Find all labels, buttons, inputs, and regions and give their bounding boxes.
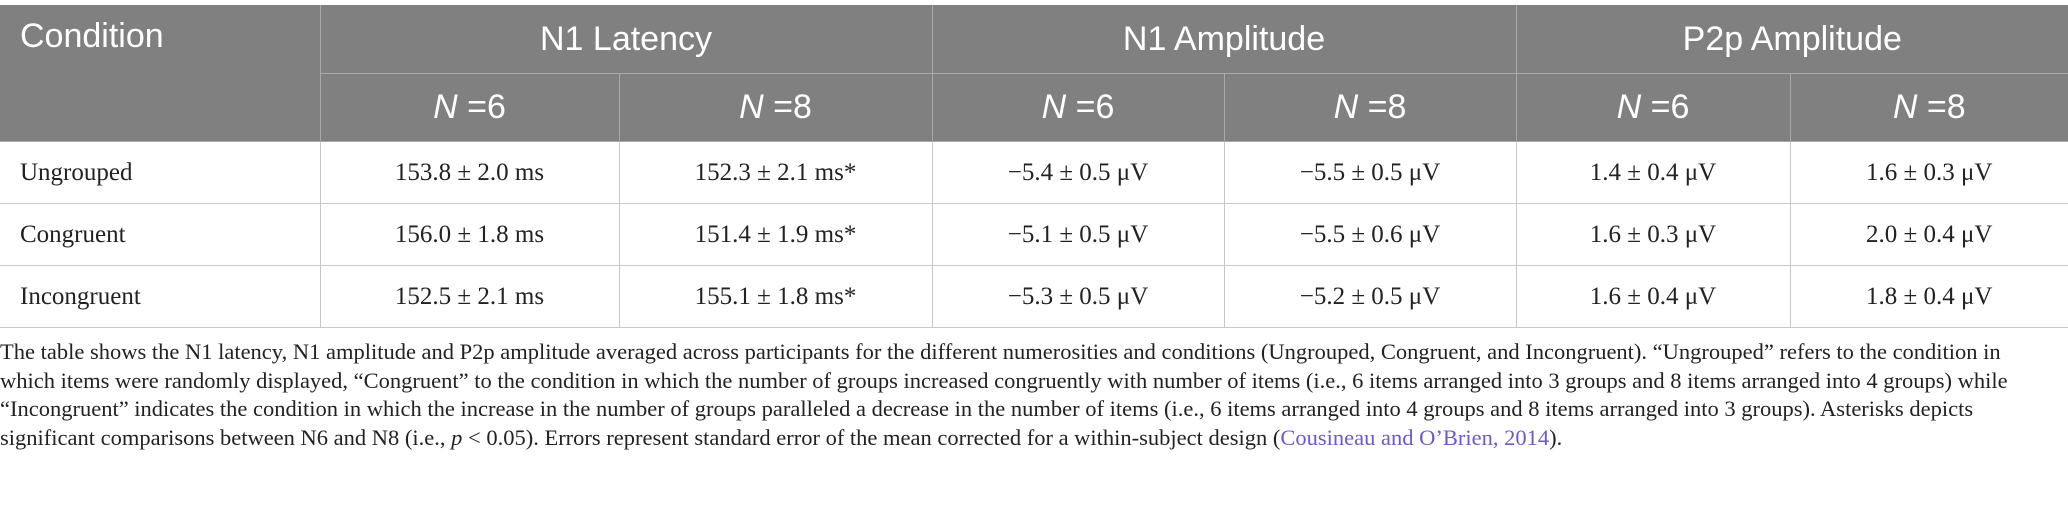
subheader-value: =6 <box>1641 88 1690 126</box>
table-cell: 1.6 ± 0.3 μV <box>1790 142 2068 204</box>
subheader-var: N <box>1041 88 1067 126</box>
row-condition-label: Congruent <box>0 204 320 266</box>
table-cell: 1.6 ± 0.3 μV <box>1516 204 1790 266</box>
results-table <box>0 5 2068 328</box>
table-cell: −5.2 ± 0.5 μV <box>1224 266 1516 328</box>
group-header-p2p-amplitude: P2p Amplitude <box>1516 5 2068 74</box>
caption-text: ). <box>1549 424 1563 450</box>
subheader-value: =6 <box>457 88 506 126</box>
table-cell: 153.8 ± 2.0 ms <box>320 142 619 204</box>
table-cell: −5.4 ± 0.5 μV <box>932 142 1224 204</box>
table-row <box>0 204 2068 266</box>
subheader-n-8 <box>619 74 932 142</box>
subheader-value: =6 <box>1066 88 1115 126</box>
table-cell: 156.0 ± 1.8 ms <box>320 204 619 266</box>
table-cell: −5.3 ± 0.5 μV <box>932 266 1224 328</box>
row-condition-label: Ungrouped <box>0 142 320 204</box>
subheader-value: =8 <box>763 88 812 126</box>
group-header-n1-amplitude: N1 Amplitude <box>932 5 1516 74</box>
table-cell: 1.8 ± 0.4 μV <box>1790 266 2068 328</box>
condition-column-header: Condition <box>0 5 320 142</box>
subheader-n-6 <box>1516 74 1790 142</box>
table-cell: −5.5 ± 0.5 μV <box>1224 142 1516 204</box>
subheader-n-8 <box>1790 74 2068 142</box>
table-cell: −5.5 ± 0.6 μV <box>1224 204 1516 266</box>
subheader-var: N <box>1616 88 1642 126</box>
subheader-var: N <box>739 88 764 126</box>
subheader-var: N <box>433 88 458 126</box>
subheader-n-6 <box>320 74 619 142</box>
table-cell: 1.4 ± 0.4 μV <box>1516 142 1790 204</box>
caption-p-symbol: p <box>451 424 463 450</box>
group-header-n1-latency: N1 Latency <box>320 5 932 74</box>
subheader-n-6 <box>932 74 1224 142</box>
subheader-value: =8 <box>1917 88 1966 126</box>
subheader-value: =8 <box>1358 88 1407 126</box>
table-cell: 152.3 ± 2.1 ms* <box>619 142 932 204</box>
table-cell: 152.5 ± 2.1 ms <box>320 266 619 328</box>
caption-text: < 0.05). Errors represent standard error of the mean corrected for a within-subject design ( <box>462 424 1281 450</box>
table-cell: 151.4 ± 1.9 ms* <box>619 204 932 266</box>
table-cell: 2.0 ± 0.4 μV <box>1790 204 2068 266</box>
citation-link[interactable]: Cousineau and O’Brien, 2014 <box>1280 424 1550 450</box>
table-cell: 1.6 ± 0.4 μV <box>1516 266 1790 328</box>
row-condition-label: Incongruent <box>0 266 320 328</box>
table-row <box>0 266 2068 328</box>
results-table-container <box>0 5 2068 328</box>
table-row <box>0 142 2068 204</box>
caption-text: The table shows the N1 latency, N1 amplitude and P2p amplitude averaged across participants for the different numerosities and conditions (Ungrouped, Congruent, and Incongruent). “Ungrouped” refers to the condition in which items were randomly displayed, “Congruent” to the condition in which the number of groups increased congruently with number of items (i.e., 6 items arranged into 3 groups and 8 items arranged into 4 groups) while “Incongruent” indicates the condition in which the increase in the number of groups paralleled a decrease in the number of items (i.e., 6 items arranged into 4 groups and 8 items arranged into 3 groups). Asterisks depicts significant comparisons between N6 and N8 (i.e., <box>0 339 2008 450</box>
table-cell: 155.1 ± 1.8 ms* <box>619 266 932 328</box>
subheader-var: N <box>1333 88 1359 126</box>
subheader-n-8 <box>1224 74 1516 142</box>
header-row-groups <box>0 5 2068 74</box>
table-caption <box>0 338 2060 452</box>
subheader-var: N <box>1892 88 1918 126</box>
table-cell: −5.1 ± 0.5 μV <box>932 204 1224 266</box>
caption-paragraph <box>0 338 2060 452</box>
